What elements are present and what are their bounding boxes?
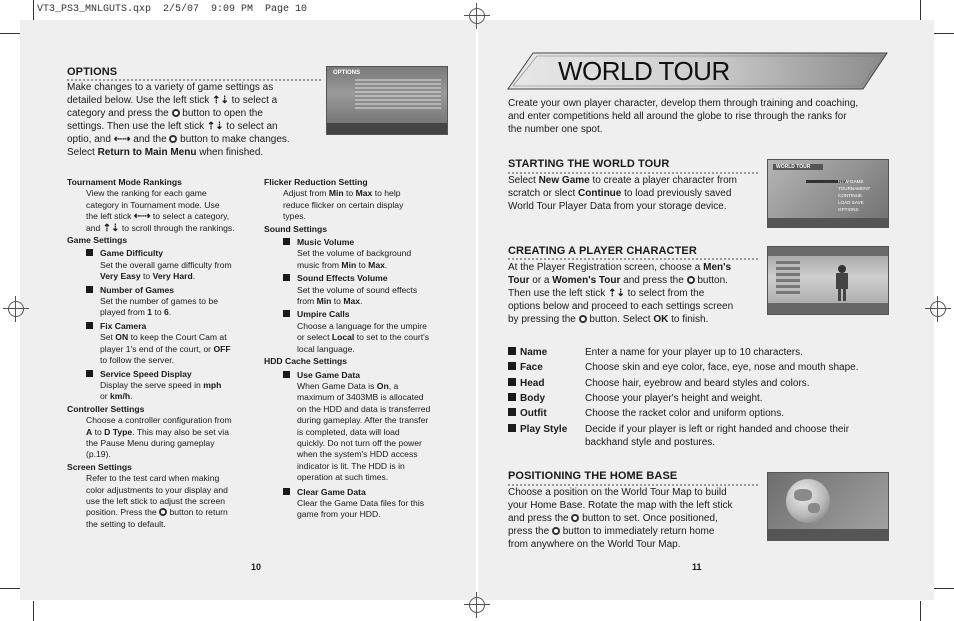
stick-updown-icon: ⇡⇣ bbox=[212, 95, 229, 106]
attribute-row-outfit: Outfit Choose the racket color and uniform options. bbox=[508, 407, 898, 420]
player-registration-screenshot bbox=[767, 246, 889, 315]
bullet-icon bbox=[86, 249, 93, 256]
creating-player-text: At the Player Registration screen, choose a Men's Tour or a Women's Tour and press the button. Then use the left stick ⇡⇣ to select from the options below and proceed to each settings screen by pressing the button. Select OK to finish. bbox=[508, 262, 734, 325]
options-screenshot: OPTIONS bbox=[326, 66, 448, 135]
page-number-right: 11 bbox=[692, 562, 702, 572]
bullet-icon bbox=[508, 393, 516, 401]
x-button-icon bbox=[172, 109, 180, 117]
world-tour-menu-screenshot: WORLD TOUR NEW GAME TOURNAMENT CONTINUE LOAD SAVE OPTIONS bbox=[767, 159, 889, 228]
registration-mark-icon bbox=[925, 296, 951, 322]
bullet-icon bbox=[508, 408, 516, 416]
attribute-row-body: Body Choose your player's height and weight. bbox=[508, 392, 898, 405]
x-button-icon bbox=[579, 315, 587, 323]
crop-mark bbox=[33, 601, 34, 621]
home-base-title: POSITIONING THE HOME BASE bbox=[508, 470, 678, 482]
bullet-icon bbox=[86, 286, 93, 293]
attribute-row-head: Head Choose hair, eyebrow and beard styles and colors. bbox=[508, 377, 898, 390]
world-map-screenshot bbox=[767, 472, 889, 541]
crop-mark bbox=[934, 588, 954, 589]
bullet-icon bbox=[283, 310, 290, 317]
bullet-icon bbox=[283, 488, 290, 495]
crop-mark bbox=[920, 601, 921, 621]
registration-mark-icon bbox=[464, 592, 490, 618]
stick-leftright-icon: ⇠⇢ bbox=[133, 211, 151, 223]
left-column-1: Tournament Mode Rankings View the ranking for each game category in Tournament mode. Use the left stick ⇠⇢ to select a category, and ⇡⇣ to scroll through the rankings. Game Settings Game Difficulty Set the overall game difficulty from Very Easy to Very Hard. Number of Games Set the number of games to be played from 1 to 6. Fix Camera Set ON to keep the Court Cam at player 1's end of the court, or OFF to follow the server. Service Speed Display Display the serve speed in mph or km/h. Controller Settings Choose a controller configuration from A to D Type. This may also be set via the Pause Menu during gameplay (p.19). Screen Settings Refer to the test card when making color adjustments to your display and use the left stick to adjust the screen position. Press the button to return the setting to default. bbox=[67, 177, 235, 529]
options-title: OPTIONS bbox=[67, 66, 118, 78]
bullet-icon bbox=[86, 322, 93, 329]
bullet-icon bbox=[283, 238, 290, 245]
print-header: VT3_PS3_MNLGUTS.qxp 2/5/07 9:09 PM Page 10 bbox=[37, 4, 308, 15]
crop-mark bbox=[920, 0, 921, 20]
starting-world-tour-text: Select New Game to create a player character from scratch or slect Continue to load previously saved World Tour Player Data from your storage device. bbox=[508, 175, 738, 212]
home-base-text: Choose a position on the World Tour Map to build your Home Base. Rotate the map with the left stick and press the button to set. Once positioned, press the button to immediately return home from anywhere on the World Tour Map. bbox=[508, 487, 733, 550]
attribute-row-play-style: Play Style Decide if your player is left or right handed and choose their backhand style and postures. bbox=[508, 423, 898, 449]
bullet-icon bbox=[86, 370, 93, 377]
r3-button-icon bbox=[159, 508, 167, 516]
starting-world-tour-title: STARTING THE WORLD TOUR bbox=[508, 158, 670, 170]
creating-player-title: CREATING A PLAYER CHARACTER bbox=[508, 245, 697, 257]
stick-leftright-icon: ⇠⇢ bbox=[113, 134, 131, 145]
registration-mark-icon bbox=[464, 3, 490, 29]
crop-mark bbox=[0, 33, 20, 34]
world-tour-title: WORLD TOUR bbox=[558, 56, 730, 86]
x-button-icon bbox=[687, 276, 695, 284]
stick-updown-icon: ⇡⇣ bbox=[608, 288, 625, 299]
page-number-left: 10 bbox=[251, 562, 262, 572]
crop-mark bbox=[33, 0, 34, 20]
registration-mark-icon bbox=[3, 296, 29, 322]
crop-mark bbox=[934, 33, 954, 34]
left-column-2: Flicker Reduction Setting Adjust from Min to Max to help reduce flicker on certain display types. Sound Settings Music Volume Set the volume of background music from Min to Max. Sound Effects Volume Set the volume of sound effects from Min to Max. Umpire Calls Choose a language for the umpire or select Local to set to the court's local language. HDD Cache Settings Use Game Data When Game Data is On, a maximum of 3403MB is allocated on the HDD and data is transferred during gameplay. After the transfer is completed, data will load quickly. Do not turn off the power when the system's HDD access indicator is lit. The HDD is in operation at such times. Clear Game Data Clear the Game Data files for this game from your HDD. bbox=[264, 177, 431, 520]
attribute-row-name: Name Enter a name for your player up to 10 characters. bbox=[508, 346, 898, 359]
section-divider bbox=[508, 258, 758, 260]
r3-button-icon bbox=[552, 527, 560, 535]
options-intro: Make changes to a variety of game settings as detailed below. Use the left stick ⇡⇣ to select a category and press the button to open the settings. Then use the left stick ⇡⇣ to select an optio, and ⇠⇢ and the button to make changes. Select Return to Main Menu when finished. bbox=[67, 82, 290, 158]
world-tour-intro: Create your own player character, develop them through training and coaching, and enter competitions held all around the globe to rise through the ranks for the number one spot. bbox=[508, 98, 859, 135]
bullet-icon bbox=[283, 274, 290, 281]
crop-mark bbox=[0, 588, 20, 589]
bullet-icon bbox=[508, 362, 516, 370]
attribute-row-face: Face Choose skin and eye color, face, eye, nose and mouth shape. bbox=[508, 361, 898, 374]
stick-updown-icon: ⇡⇣ bbox=[206, 121, 224, 132]
bullet-icon bbox=[508, 378, 516, 386]
stick-updown-icon: ⇡⇣ bbox=[102, 222, 120, 234]
bullet-icon bbox=[508, 347, 516, 355]
bullet-icon bbox=[508, 424, 516, 432]
bullet-icon bbox=[283, 371, 290, 378]
